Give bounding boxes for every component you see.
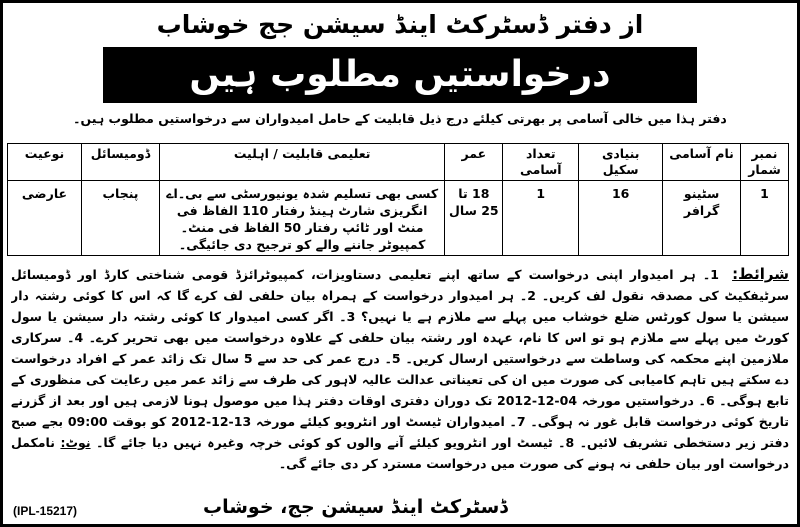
cell-post: سٹینو گرافر — [663, 181, 741, 256]
cell-domicile: پنجاب — [81, 181, 159, 256]
table-header-row — [8, 144, 789, 181]
cell-scale: 16 — [579, 181, 663, 256]
header-serial: نمبر شمار — [741, 144, 789, 181]
applications-wanted-banner: درخواستیں مطلوب ہیں — [103, 47, 697, 103]
cell-count: 1 — [503, 181, 579, 256]
note-text: نامکمل درخواست اور بیان حلفی نہ ہونے کی صورت میں درخواست مسترد کر دی جائے گی۔ — [11, 435, 789, 471]
header-post: نام آسامی — [663, 144, 741, 181]
cell-age: 18 تا 25 سال — [445, 181, 503, 256]
header-domicile: ڈومیسائل — [81, 144, 159, 181]
note-heading: نوٹ: — [60, 435, 91, 450]
header-count: تعداد آسامی — [503, 144, 579, 181]
table-row — [8, 181, 789, 256]
cell-serial: 1 — [741, 181, 789, 256]
cell-nature: عارضی — [8, 181, 82, 256]
posts-table — [7, 143, 789, 256]
cell-qualification: کسی بھی تسلیم شدہ یونیورسٹی سے بی۔اے انگریزی شارٹ ہینڈ رفتار 110 الفاظ فی منٹ اور ٹائپ رفتار 50 الفاظ فی منٹ۔ کمپیوٹر جاننے والے کو ترجیح دی جائیگی۔ — [159, 181, 444, 256]
header-qualification: تعلیمی قابلیت / اہلیت — [159, 144, 444, 181]
header-nature: نوعیت — [8, 144, 82, 181]
ipl-reference: (IPL-15217) — [13, 504, 78, 518]
conditions-section — [11, 264, 789, 527]
header-age: عمر — [445, 144, 503, 181]
intro-text: دفتر ہذا میں خالی آسامی پر بھرتی کیلئے درج ذیل قابلیت کے حامل امیدواران سے درخواستیں مطلوب ہیں۔ — [73, 111, 727, 126]
footer — [13, 492, 787, 518]
conditions-body: 1۔ ہر امیدوار اپنی درخواست کے ساتھ اپنے تعلیمی دستاویزات، کمپیوٹرائزڈ قومی شناختی کارڈ اور ڈومیسائل سرٹیفکیٹ کی مصدقہ نقول لف کریں۔ 2۔ ہر امیدوار درخواست کے ہمراہ بیان حلفی لف کرے گا کہ اس کا کوئی رشتہ دار سیشن یا سول کورٹس ضلع خوشاب میں پہلے سے ملازم ہے یا نہیں؟ 3۔ اگر کسی امیدوار کا کوئی رشتہ دار سیشن یا سول کورٹ میں پہلے سے ملازم ہو تو اس کا نام، عہدہ اور رشتہ بیان حلفی کے علاوہ درخواست میں بھی تحریر کرے۔ 4۔ سرکاری ملازمین اپنے محکمہ کی وساطت سے درخواستیں ارسال کریں۔ 5۔ درج عمر کی حد سے 5 سال تک زائد عمر کے افراد درخواست دے سکتے ہیں تاہم کامیابی کی صورت میں ان کی تعیناتی عدالت عالیہ لاہور کی طرف سے زائد عمر میں رعایت کی منظوری کے تابع ہوگی۔ 6۔ درخواستیں مورخہ 04-12-2012 تک دوران دفتری اوقات دفتر ہذا میں موصول ہونا لازمی ہیں اور بعد از گزرنے تاریخ کوئی درخواست قابل غور نہ ہوگی۔ 7۔ امیدواران ٹیسٹ اور انٹرویو کیلئے مورخہ 13-12-2012 کو بوقت 09:00 بجے صبح دفتر زیر دستخطی تشریف لائیں۔ 8۔ ٹیسٹ اور انٹرویو کیلئے آنے والوں کو کوئی خرچہ وغیرہ نہیں دیا جائے گا۔ — [11, 267, 789, 450]
header-scale: بنیادی سکیل — [579, 144, 663, 181]
signatory: ڈسٹرکٹ اینڈ سیشن جج، خوشاب — [203, 496, 508, 518]
banner-container — [11, 47, 789, 103]
office-title: از دفتر ڈسٹرکٹ اینڈ سیشن جج خوشاب — [156, 10, 644, 39]
conditions-heading: شرائط: — [732, 265, 789, 283]
